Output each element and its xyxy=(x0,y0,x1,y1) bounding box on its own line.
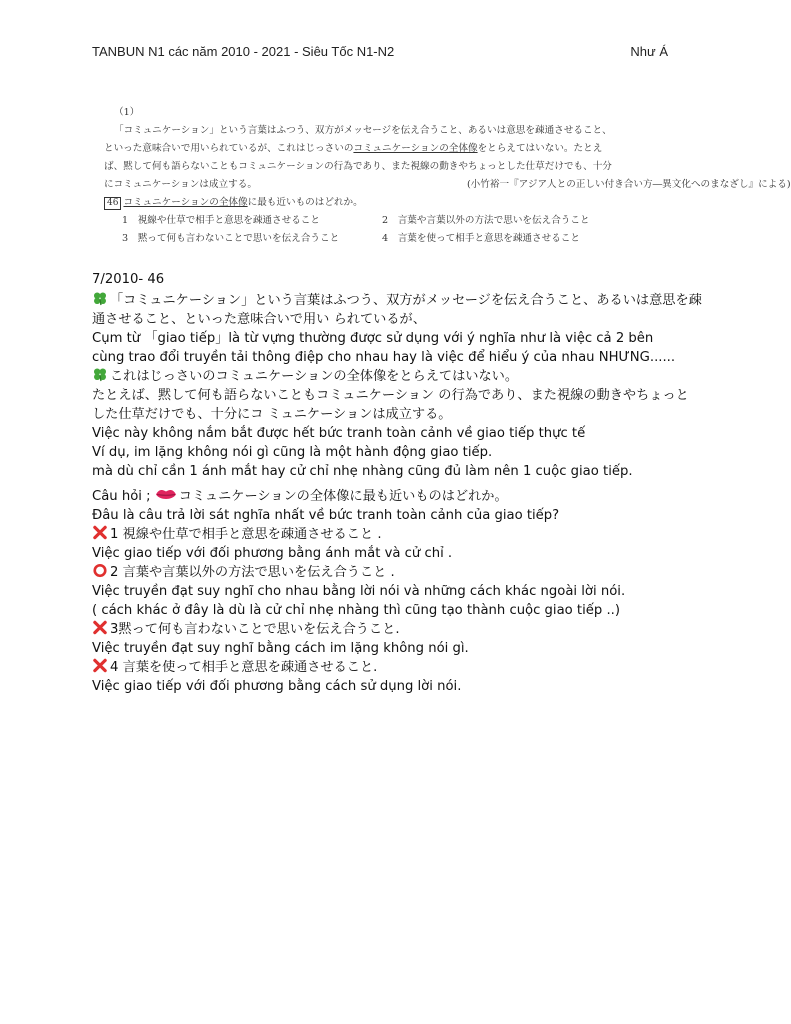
answer-line: 3黙って何も言わないことで思いを伝え合うこと. xyxy=(92,620,692,639)
lips-icon xyxy=(155,487,177,502)
passage-line: 「コミュニケーション」という言葉はふつう、双方がメッセージを伝え合うこと、あるいは意思を疎通させること、 xyxy=(114,125,612,136)
passage-number: （1） xyxy=(114,107,140,118)
header-title: TANBUN N1 các năm 2010 - 2021 - Siêu Tốc N1-N2 xyxy=(92,44,395,59)
four-leaf-clover-icon xyxy=(92,367,108,382)
question-line: 46 コミュニケーションの全体像に最も近いものはどれか。 xyxy=(104,194,664,212)
four-leaf-clover-icon xyxy=(92,291,108,306)
answer-line: 1 視線や仕草で相手と意思を疎通させること . xyxy=(92,525,692,544)
note-line: ( cách khác ở đây là dù là cử chỉ nhẹ nhàng thì cũng tạo thành cuộc giao tiếp ..) xyxy=(92,603,620,618)
note-line: mà dù chỉ cần 1 ánh mắt hay cử chỉ nhẹ nhàng cũng đủ làm nên 1 cuộc giao tiếp. xyxy=(92,464,633,479)
options-row xyxy=(104,230,664,248)
answer-line: 2 言葉や言葉以外の方法で思いを伝え合うこと . xyxy=(92,563,692,582)
red-circle-icon xyxy=(92,563,108,578)
option-2: 2 言葉や言葉以外の方法で思いを伝え合うこと xyxy=(382,215,590,226)
option-3: 3 黙って何も言わないことで思いを伝え合うこと xyxy=(122,233,340,244)
note-line: たとえば、黙して何も語らないこともコミュニケーション の行為であり、また視線の動きやちょっと xyxy=(92,388,689,403)
question-underlined: コミュニケーションの全体像 xyxy=(123,197,248,208)
passage-line: といった意味合いで用いられているが、これはじっさいのコミュニケーションの全体像をとらえてはいない。たとえ xyxy=(104,143,603,154)
answer-line: 4 言葉を使って相手と意思を疎通させること. xyxy=(92,658,692,677)
option-1: 1 視線や仕草で相手と意思を疎通させること xyxy=(122,215,320,226)
question-number: 46 xyxy=(104,197,121,210)
passage-line: にコミュニケーションは成立する。 (小竹裕一『アジア人との正しい付き合い方―異文化へのまなざし』による) xyxy=(104,179,791,190)
header-author: Như Á xyxy=(630,44,668,59)
options-row xyxy=(104,212,664,230)
scanned-question xyxy=(104,104,791,256)
note-line: Ví dụ, im lặng không nói gì cũng là một hành động giao tiếp. xyxy=(92,445,493,460)
note-line: Việc giao tiếp với đối phương bằng ánh mắt và cử chỉ . xyxy=(92,546,453,561)
red-cross-mark-icon xyxy=(92,525,108,540)
note-line: これはじっさいのコミュニケーションの全体像をとらえてはいない。 xyxy=(92,367,692,386)
passage-line: ば、黙して何も語らないこともコミュニケーションの行為であり、また視線の動きやちょっとした仕草だけでも、十分 xyxy=(104,161,612,172)
note-line: した仕草だけでも、十分にコ ミュニケーションは成立する。 xyxy=(92,407,452,422)
note-line: Đâu là câu trả lời sát nghĩa nhất về bức tranh toàn cảnh của giao tiếp? xyxy=(92,508,560,523)
red-cross-mark-icon xyxy=(92,658,108,673)
citation: (小竹裕一『アジア人との正しい付き合い方―異文化へのまなざし』による) xyxy=(466,179,791,190)
question-heading: Câu hỏi ; コミュニケーションの全体像に最も近いものはどれか。 xyxy=(92,489,508,504)
notes xyxy=(92,270,702,696)
note-line: Cụm từ 「giao tiếp」là từ vựng thường được sử dụng với ý nghĩa như là việc cả 2 bên xyxy=(92,331,654,346)
note-line: 通させること、といった意味合いで用い られているが、 xyxy=(92,312,426,327)
note-line: Việc này không nắm bắt được hết bức tranh toàn cảnh về giao tiếp thực tế xyxy=(92,426,586,441)
note-line: Việc truyền đạt suy nghĩ bằng cách im lặng không nói gì. xyxy=(92,641,469,656)
note-line: cùng trao đổi truyền tải thông điệp cho nhau hay là việc để hiểu ý của nhau NHƯNG...... xyxy=(92,350,676,365)
note-line: 「コミュニケーション」という言葉はふつう、双方がメッセージを伝え合うこと、あるいは意思を疎 xyxy=(92,291,692,310)
note-line: Việc giao tiếp với đối phương bằng cách sử dụng lời nói. xyxy=(92,679,462,694)
underlined-phrase: コミュニケーションの全体像 xyxy=(353,143,478,154)
note-line: Việc truyền đạt suy nghĩ cho nhau bằng lời nói và những cách khác ngoài lời nói. xyxy=(92,584,626,599)
page-header xyxy=(92,44,668,62)
option-4: 4 言葉を使って相手と意思を疎通させること xyxy=(382,233,580,244)
notes-title: 7/2010- 46 xyxy=(92,272,165,287)
red-cross-mark-icon xyxy=(92,620,108,635)
